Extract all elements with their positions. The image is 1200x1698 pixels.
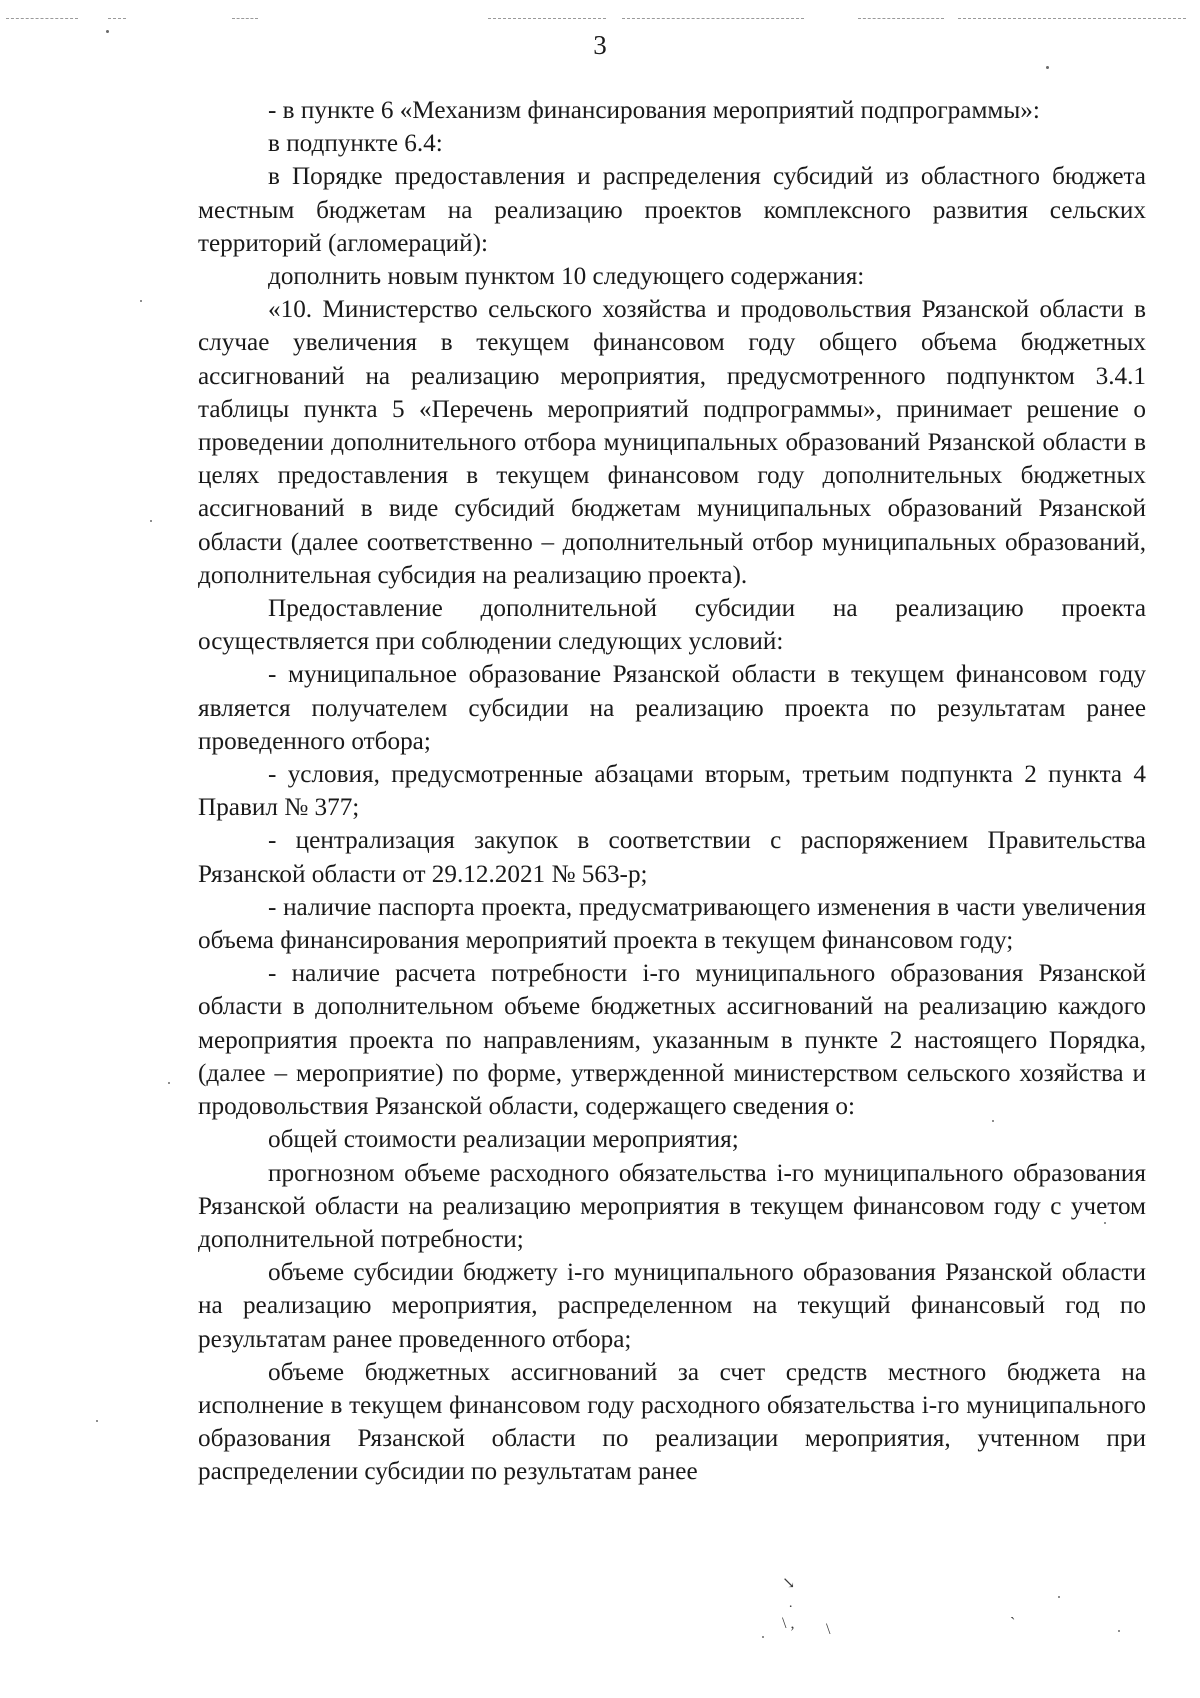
paragraph: объеме бюджетных ассигнований за счет средств местного бюджета на исполнение в текущем финансовом году расходного обязательства i-го муниципального образования Рязанской области по реализации мероприятия, учтенном при распределении субсидии по результатам ранее: [198, 1358, 1146, 1486]
paragraph: - наличие паспорта проекта, предусматривающего изменения в части увеличения объема финансирования мероприятий проекта в текущем финансовом году;: [198, 893, 1146, 955]
paragraph: - условия, предусмотренные абзацами вторым, третьим подпункта 2 пункта 4 Правил № 377;: [198, 761, 1146, 822]
scan-edge-marks: [0, 18, 1200, 24]
paragraph: - наличие расчета потребности i-го муниципального образования Рязанской области в дополнительном объеме бюджетных ассигнований на реализацию каждого мероприятия проекта по направлениям, указанным в пункте 2 настоящего Порядка, (далее – мероприятие) по форме, утвержденной министерством сельского хозяйства и продовольствия Рязанской области, содержащего сведения о:: [198, 960, 1146, 1121]
document-body: [198, 94, 1146, 1489]
paragraph: общей стоимости реализации мероприятия;: [268, 1126, 739, 1154]
paragraph: объеме субсидии бюджету i-го муниципального образования Рязанской области на реализацию мероприятия, распределенном на текущий финансовый год по результатам ранее проведенного отбора;: [198, 1259, 1146, 1353]
paragraph: в Порядке предоставления и распределения субсидий из областного бюджета местным бюджетам на реализацию проектов комплексного развития сельских территорий (агломераций):: [198, 163, 1146, 257]
paragraph: в подпункте 6.4:: [268, 130, 443, 158]
paragraph: прогнозном объеме расходного обязательства i-го муниципального образования Рязанской области на реализацию мероприятия в текущем финансовом году с учетом дополнительной потребности;: [198, 1159, 1146, 1253]
paragraph: дополнить новым пунктом 10 следующего содержания:: [268, 263, 865, 291]
document-page: 3 - в пункте 6 «Механизм финансирования мероприятий подпрограммы»: в подпункте 6.4: в Порядке предоставления и распределения субсидий из областного бюджета местным бюджетам на реализацию проектов комплексного развития сельских территорий (агломераций): дополнить новым пунктом 10 следующего содержания: «10. Министерство сельского хозяйства и продовольствия Рязанской области в случае увеличения в текущем финансовом году общего объема бюджетных ассигнований на реализацию мероприятия, предусмотренного подпунктом 3.4.1 таблицы пункта 5 «Перечень мероприятий подпрограммы», принимает решение о проведении дополнительного отбора муниципальных образований Рязанской области в целях предоставления в текущем финансовом году дополнительных бюджетных ассигнований в виде субсидий бюджетам муниципальных образований Рязанской области (далее соответственно – дополнительный отбор муниципальных образований, дополнительная субсидия на реализацию проекта). Предоставление дополнительной субсидии на реализацию проекта осуществляется при соблюдении следующих условий: - муниципальное образование Рязанской области в текущем финансовом году является получателем субсидии на реализацию проекта по результатам ранее проведенного отбора; - условия, предусмотренные абзацами вторым, третьим подпункта 2 пункта 4 Правил № 377; - централизация закупок в соответствии с распоряжением Правительства Рязанской области от 29.12.2021 № 563-р; - наличие паспорта проекта, предусматривающего изменения в части увеличения объема финансирования мероприятий проекта в текущем финансовом году; - наличие расчета потребности i-го муниципального образования Рязанской области в дополнительном объеме бюджетных ассигнований на реализацию каждого мероприятия проекта по направлениям, указанным в пункте 2 настоящего Порядка, (далее – мероприятие) по форме, утвержденной министерством сельского хозяйства и продовольствия Рязанской области, содержащего сведения о: общей стоимости реализации мероприятия; прогнозном объеме расходного обязательства i-го муниципального образования Рязанской области на реализацию мероприятия в текущем финансовом году с учетом дополнительной потребности; объеме субсидии бюджету i-го муниципального образования Рязанской области на реализацию мероприятия, распределенном на текущий финансовый год по результатам ранее проведенного отбора; объеме бюджетных ассигнований за счет средств местного бюджета на исполнение в текущем финансовом году расходного обязательства i-го муниципального образования Рязанской области по реализации мероприятия, учтенном при распределении субсидии по результатам ранее ↘ ˙ \ , \ `: [0, 0, 1200, 1698]
paragraph: - в пункте 6 «Механизм финансирования мероприятий подпрограммы»:: [268, 97, 1040, 124]
page-number: 3: [593, 30, 607, 60]
paragraph: - муниципальное образование Рязанской области в текущем финансовом году является получателем субсидии на реализацию проекта по результатам ранее проведенного отбора;: [198, 661, 1146, 755]
paragraph: Предоставление дополнительной субсидии на реализацию проекта осуществляется при соблюдении следующих условий:: [198, 595, 1146, 656]
paragraph: - централизация закупок в соответствии с распоряжением Правительства Рязанской области от 29.12.2021 № 563-р;: [198, 827, 1146, 888]
paragraph: «10. Министерство сельского хозяйства и продовольствия Рязанской области в случае увеличения в текущем финансовом году общего объема бюджетных ассигнований на реализацию мероприятия, предусмотренного подпунктом 3.4.1 таблицы пункта 5 «Перечень мероприятий подпрограммы», принимает решение о проведении дополнительного отбора муниципальных образований Рязанской области в целях предоставления в текущем финансовом году дополнительных бюджетных ассигнований в виде субсидий бюджетам муниципальных образований Рязанской области (далее соответственно – дополнительный отбор муниципальных образований, дополнительная субсидия на реализацию проекта).: [198, 296, 1146, 589]
